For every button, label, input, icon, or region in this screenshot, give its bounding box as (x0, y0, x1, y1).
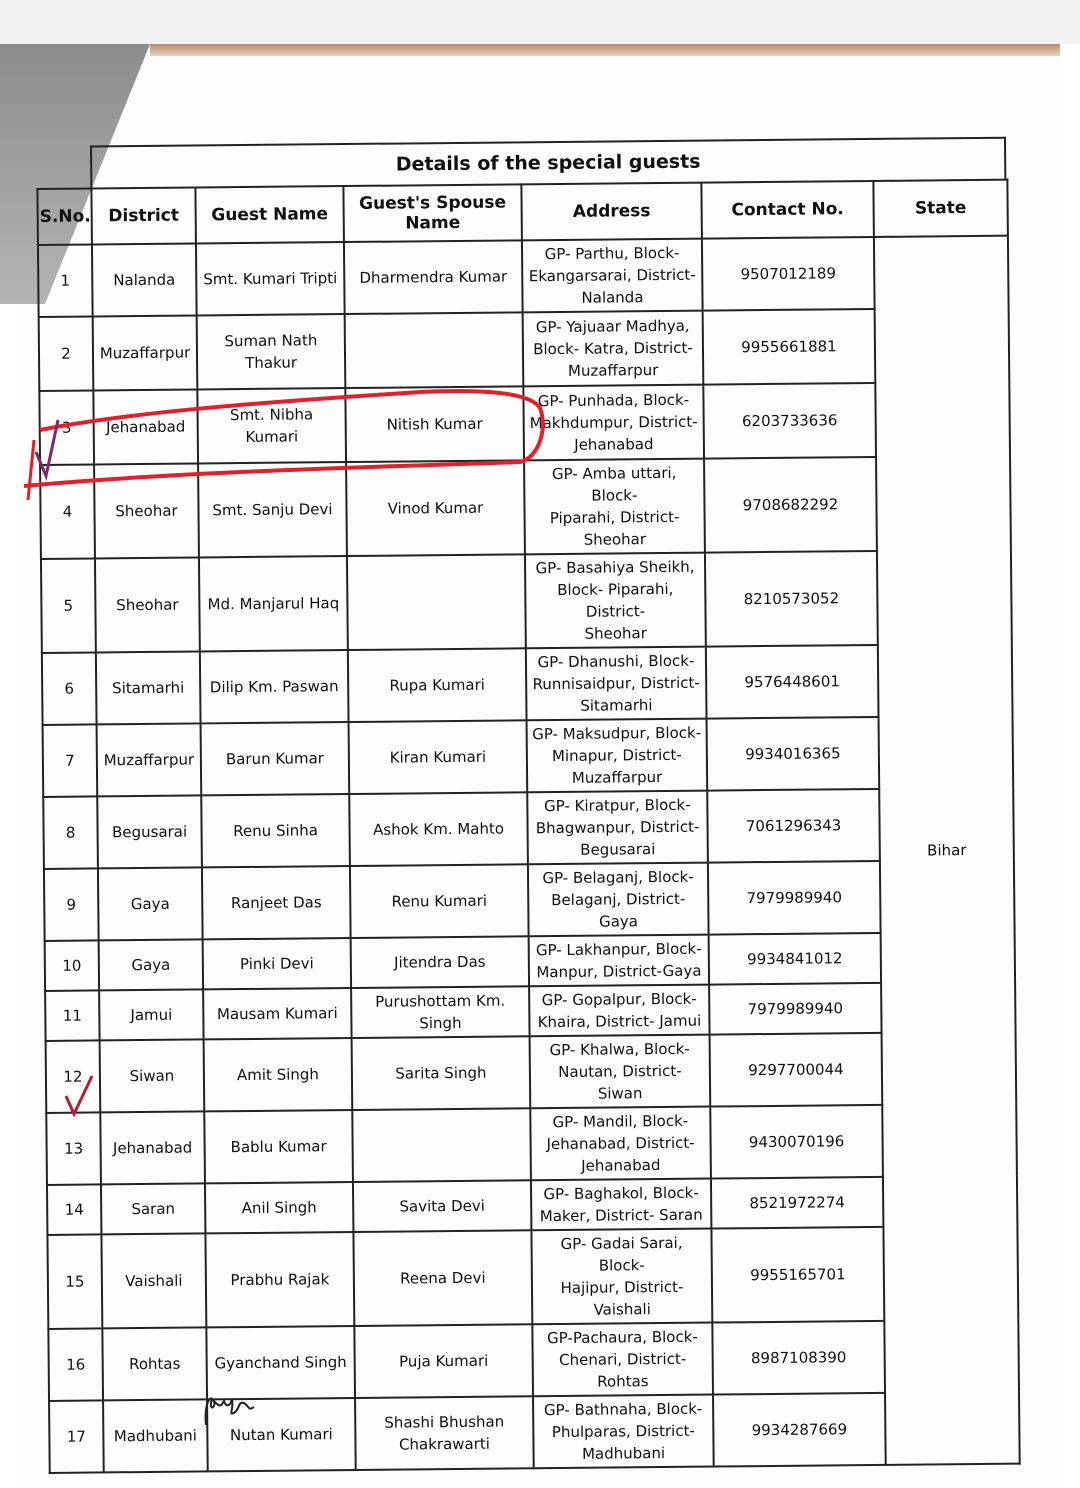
cell-sno: 11 (45, 990, 99, 1041)
cell-contact: 7979989940 (708, 861, 881, 935)
address-line: Piparahi, District- (549, 507, 680, 528)
cell-guest-name: Dilip Km. Paswan (200, 650, 349, 723)
cell-sno: 6 (42, 652, 97, 725)
cell-spouse-name (345, 312, 524, 388)
cell-contact: 9934016365 (707, 717, 880, 791)
table-row (47, 1226, 1018, 1329)
guest-table-document (36, 137, 1019, 1474)
cell-spouse-name: Nitish Kumar (345, 386, 524, 462)
cell-district: Jehanabad (100, 1111, 205, 1184)
cell-sno: 14 (47, 1184, 101, 1235)
cell-contact: 9708682292 (704, 457, 877, 553)
cell-contact: 8521972274 (711, 1177, 883, 1229)
cell-address (529, 935, 709, 987)
header-spouse-name: Guest's Spouse Name (343, 184, 522, 242)
address-line: Jehanabad, District- (546, 1133, 695, 1154)
cell-spouse-name: Purushottam Km. Singh (351, 986, 529, 1038)
cell-contact: 9430070196 (710, 1105, 883, 1179)
cell-guest-name: Md. Manjarul Haq (199, 556, 348, 651)
cell-contact: 7979989940 (709, 983, 881, 1035)
header-contact: Contact No. (701, 181, 874, 239)
address-line: GP- Basahiya Sheikh, (535, 557, 695, 578)
address-line: Jehanabad (581, 1156, 661, 1175)
address-line: GP- Amba uttari, Block- (551, 463, 677, 505)
cell-contact: 9934841012 (709, 933, 881, 985)
cell-district: Muzaffarpur (93, 315, 198, 390)
address-line: Runnisaidpur, District- (532, 673, 700, 694)
cell-address (522, 239, 703, 313)
cell-district: Muzaffarpur (97, 723, 202, 796)
cell-spouse-name: Sarita Singh (352, 1036, 531, 1110)
cell-district: Gaya (99, 939, 203, 990)
cell-contact: 8987108390 (712, 1321, 885, 1395)
cell-guest-name: Ranjeet Das (202, 866, 351, 939)
address-line: Block- Katra, District- (533, 338, 693, 359)
address-line: GP- Khalwa, Block- (549, 1039, 690, 1060)
address-line: GP- Mandil, Block- (552, 1111, 689, 1132)
cell-district: Sheohar (95, 557, 200, 652)
cell-address (527, 719, 708, 793)
address-line: GP- Gadai Sarai, Block- (560, 1233, 683, 1275)
cell-sno: 9 (44, 868, 99, 941)
address-line: Nautan, District- Siwan (558, 1061, 682, 1103)
cell-district: Rohtas (102, 1327, 207, 1400)
cell-district: Jehanabad (93, 389, 198, 464)
cell-address (532, 1323, 713, 1397)
cell-contact: 9576448601 (706, 645, 879, 719)
cell-contact: 9297700044 (710, 1033, 883, 1107)
address-line: GP- Parthu, Block- (544, 243, 680, 264)
cell-district: Begusarai (97, 795, 202, 868)
table-row (48, 1320, 1019, 1401)
paper-top-edge (150, 44, 1060, 56)
cell-spouse-name (352, 1108, 531, 1182)
cell-sno: 7 (43, 724, 98, 797)
table-row (44, 860, 1015, 941)
cell-guest-name: Bablu Kumar (204, 1110, 353, 1183)
cell-address (531, 1179, 711, 1231)
cell-sno: 4 (40, 464, 95, 559)
table-row (43, 716, 1014, 797)
cell-address (531, 1229, 712, 1325)
address-line: GP-Pachaura, Block- (547, 1327, 698, 1348)
cell-sno: 17 (49, 1400, 104, 1473)
cell-address (525, 553, 706, 649)
cell-address (523, 311, 704, 387)
cell-address (528, 863, 709, 937)
cell-guest-name: Anil Singh (205, 1182, 353, 1233)
address-line: Minapur, District- (551, 745, 682, 766)
cell-spouse-name: Rupa Kumari (348, 648, 527, 722)
address-line: GP- Yajuaar Madhya, (535, 316, 690, 337)
address-line: Ekangarsarai, District- (528, 265, 696, 286)
cell-sno: 13 (46, 1112, 101, 1185)
cell-guest-name: Smt. Sanju Devi (198, 462, 347, 557)
cell-guest-name: Nutan Kumari (207, 1398, 356, 1471)
cell-district: Jamui (99, 989, 203, 1040)
address-line: Nalanda (581, 288, 644, 307)
cell-sno: 1 (38, 244, 93, 317)
cell-address (526, 647, 707, 721)
cell-contact: 9507012189 (702, 237, 875, 311)
table-row (43, 788, 1014, 869)
cell-spouse-name (347, 554, 526, 650)
address-line: Manpur, District-Gaya (536, 961, 702, 982)
table-header-row (37, 180, 1007, 245)
cell-address (524, 459, 705, 555)
cell-contact: 6203733636 (703, 383, 876, 459)
cell-spouse-name: Reena Devi (353, 1230, 532, 1326)
cell-state: Bihar (874, 236, 1020, 1465)
address-line: Sheohar (583, 530, 647, 549)
cell-guest-name: Amit Singh (204, 1038, 353, 1111)
cell-district: Vaishali (101, 1233, 206, 1328)
cell-spouse-name: Puja Kumari (354, 1324, 533, 1398)
table-row (46, 1104, 1017, 1185)
table-row (46, 1032, 1017, 1113)
signature (198, 1385, 268, 1433)
cell-district: Gaya (98, 867, 203, 940)
address-line: Chenari, District- Rohtas (559, 1349, 687, 1391)
address-line: GP- Lakhanpur, Block- (535, 939, 702, 960)
cell-guest-name: Barun Kumar (201, 722, 350, 795)
header-address: Address (521, 183, 702, 241)
cell-guest-name: Renu Sinha (201, 794, 350, 867)
address-line: Phulparas, District- (551, 1421, 695, 1442)
cell-sno: 10 (45, 940, 99, 991)
cell-contact: 8210573052 (705, 551, 878, 647)
address-line: Muzaffarpur (571, 768, 663, 787)
address-line: GP- Baghakol, Block- (543, 1183, 699, 1204)
table-body (38, 236, 1020, 1473)
address-line: Muzaffarpur (567, 361, 659, 380)
cell-sno: 16 (48, 1328, 103, 1401)
cell-district: Siwan (100, 1039, 205, 1112)
address-line: GP- Belaganj, Block- (542, 867, 694, 888)
cell-contact: 7061296343 (707, 789, 880, 863)
address-line: Belaganj, District- Gaya (551, 889, 686, 931)
cell-address (523, 385, 704, 461)
cell-guest-name: Gyanchand Singh (206, 1326, 355, 1399)
header-district: District (91, 187, 196, 244)
table-row (39, 308, 1010, 391)
cell-spouse-name: Shashi Bhushan Chakrawarti (355, 1396, 534, 1470)
table-row (39, 382, 1010, 465)
cell-address (530, 1035, 711, 1109)
address-line: Block- Piparahi, District- (557, 579, 674, 621)
cell-sno: 8 (43, 796, 98, 869)
cell-sno: 5 (41, 558, 96, 653)
cell-spouse-name: Savita Devi (353, 1180, 531, 1232)
address-line: GP- Kiratpur, Block- (544, 795, 691, 816)
header-sno: S.No. (37, 188, 92, 245)
address-line: Jehanabad (574, 435, 654, 454)
document-title: Details of the special guests (90, 137, 1006, 188)
address-line: Sitamarhi (580, 696, 653, 715)
cell-sno: 12 (46, 1040, 101, 1113)
address-line: Hajipur, District- Vaishali (560, 1277, 684, 1319)
address-line: Begusarai (580, 840, 656, 859)
cell-spouse-name: Ashok Km. Mahto (349, 792, 528, 866)
guest-table (36, 179, 1020, 1474)
cell-contact: 9934287669 (713, 1393, 886, 1467)
cell-spouse-name: Kiran Kumari (349, 720, 528, 794)
address-line: GP- Punhada, Block- (537, 390, 690, 411)
table-row (49, 1392, 1020, 1473)
cell-guest-name: Smt. Kumari Tripti (196, 242, 345, 315)
cell-district: Sheohar (94, 463, 199, 558)
cell-guest-name: Mausam Kumari (203, 988, 351, 1039)
cell-guest-name: Smt. Nibha Kumari (197, 388, 346, 463)
table-row (40, 456, 1011, 559)
address-line: Maker, District- Saran (539, 1205, 703, 1226)
cell-district: Saran (101, 1183, 205, 1234)
cell-sno: 15 (47, 1234, 102, 1329)
cell-guest-name: Suman Nath Thakur (197, 314, 346, 389)
cell-address (527, 791, 708, 865)
cell-guest-name: Prabhu Rajak (205, 1232, 354, 1327)
cell-spouse-name: Vinod Kumar (346, 460, 525, 556)
cell-guest-name: Pinki Devi (203, 938, 351, 989)
cell-sno: 2 (39, 316, 94, 391)
cell-sno: 3 (39, 390, 94, 465)
address-line: GP- Gopalpur, Block- (541, 989, 697, 1010)
address-line: Khaira, District- Jamui (537, 1011, 702, 1032)
cell-spouse-name: Renu Kumari (350, 864, 529, 938)
cell-district: Madhubani (103, 1399, 208, 1472)
address-line: Bhagwanpur, District- (535, 817, 700, 838)
table-row (38, 236, 1009, 317)
address-line: Sheohar (584, 624, 647, 643)
cell-contact: 9955661881 (703, 309, 876, 385)
address-line: Madhubani (581, 1444, 666, 1463)
cell-contact: 9955165701 (711, 1227, 884, 1323)
cell-address (529, 985, 709, 1037)
photo-background (0, 0, 1080, 44)
address-line: GP- Maksudpur, Block- (532, 723, 702, 744)
cell-address (533, 1395, 714, 1469)
cell-district: Nalanda (92, 243, 197, 316)
cell-spouse-name: Dharmendra Kumar (344, 240, 523, 314)
address-line: GP- Dhanushi, Block- (537, 651, 695, 672)
table-row (42, 644, 1013, 725)
address-line: Makhdumpur, District- (529, 412, 698, 433)
cell-address (530, 1107, 711, 1181)
cell-district: Sitamarhi (96, 651, 201, 724)
table-row (41, 550, 1012, 653)
address-line: GP- Bathnaha, Block- (543, 1399, 703, 1420)
header-guest-name: Guest Name (195, 186, 344, 243)
header-state: State (873, 180, 1008, 237)
cell-spouse-name: Jitendra Das (351, 936, 529, 988)
